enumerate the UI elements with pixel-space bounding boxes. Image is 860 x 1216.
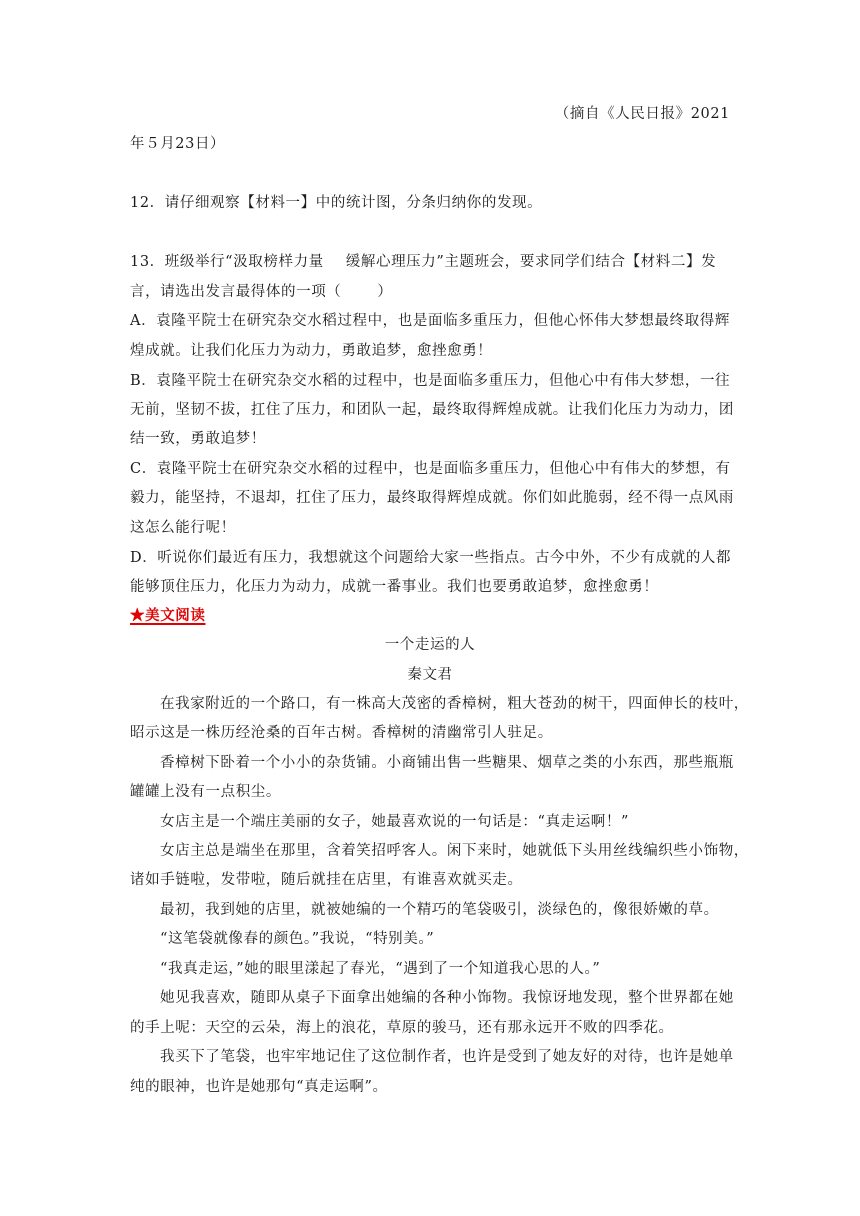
option-d-line-2: 能够顶住压力，化压力为动力，成就一番事业。我们也要勇敢追梦，愈挫愈勇！ [130, 579, 659, 595]
paragraph-9-line-2: 纯的眼神，也许是她那句“真走运啊”。 [130, 1079, 388, 1095]
question-13-close-paren: ） [377, 284, 393, 300]
option-c-line-2: 毅力，能坚持，不退却，扛住了压力，最终取得辉煌成就。你们如此脆弱，经不得一点风雨 [130, 490, 734, 506]
paragraph-6: “这笔袋就像春的颜色。”我说，“特别美。” [160, 931, 435, 947]
paragraph-1-line-1: 在我家附近的一个路口，有一株高大茂密的香樟树，粗大苍劲的树干，四面伸长的枝叶， [160, 696, 749, 712]
option-c-line-3: 这怎么能行呢！ [130, 520, 236, 536]
option-b-line-1: B．袁隆平院士在研究杂交水稻的过程中，也是面临多重压力，但他心中有伟大梦想，一往 [130, 373, 731, 389]
paragraph-7: “我真走运，”她的眼里漾起了春光，“遇到了一个知道我心思的人。” [160, 961, 601, 977]
paragraph-1-line-2: 昭示这是一株历经沧桑的百年古树。香樟树的清幽常引人驻足。 [130, 725, 553, 741]
paragraph-8-line-1: 她见我喜欢，随即从桌子下面拿出她编的各种小饰物。我惊讶地发现，整个世界都在她 [160, 990, 734, 1006]
question-13-text-a: 13．班级举行“汲取榜样力量 [130, 254, 324, 270]
source-citation-line-2: 年５月23日） [130, 136, 226, 152]
article-author: 秦文君 [407, 667, 453, 683]
paragraph-9-line-1: 我买下了笔袋，也牢牢地记住了这位制作者，也许是受到了她友好的对待，也许是她单 [160, 1049, 734, 1065]
question-12: 12．请仔细观察【材料一】中的统计图，分条归纳你的发现。 [130, 195, 543, 211]
section-heading-text: ★美文阅读 [130, 607, 206, 624]
paragraph-3: 女店主是一个端庄美丽的女子，她最喜欢说的一句话是：“真走运啊！” [160, 814, 630, 830]
question-13-line-1 [130, 251, 730, 273]
article-title: 一个走运的人 [384, 637, 476, 653]
option-a-line-1: A．袁隆平院士在研究杂交水稻过程中，也是面临多重压力，但他心怀伟大梦想最终取得辉 [130, 313, 730, 329]
option-a-line-2: 煌成就。让我们化压力为动力，勇敢追梦，愈挫愈勇！ [130, 343, 493, 359]
option-c-line-1: C．袁隆平院士在研究杂交水稻的过程中，也是面临多重压力，但他心中有伟大的梦想，有 [130, 461, 731, 477]
paragraph-2-line-2: 罐罐上没有一点积尘。 [130, 784, 281, 800]
question-13-text-b: 缓解心理压力”主题班会，要求同学们结合【材料二】发 [345, 254, 717, 270]
source-citation-line-1: （摘自《人民日报》2021 [554, 106, 730, 122]
paragraph-2-line-1: 香樟树下卧着一个小小的杂货铺。小商铺出售一些糖果、烟草之类的小东西，那些瓶瓶 [160, 755, 734, 771]
question-13-prompt: 言，请选出发言最得体的一项（ [130, 284, 342, 300]
paragraph-4-line-1: 女店主总是端坐在那里，含着笑招呼客人。闲下来时，她就低下头用丝线编织些小饰物， [160, 843, 749, 859]
paragraph-8-line-2: 的手上呢：天空的云朵，海上的浪花，草原的骏马，还有那永远开不败的四季花。 [130, 1020, 674, 1036]
question-13-line-2 [130, 281, 730, 303]
option-b-line-3: 结一致，勇敢追梦！ [130, 431, 266, 447]
paragraph-4-line-2: 诸如手链啦，发带啦，随后就挂在店里，有谁喜欢就买走。 [130, 872, 523, 888]
option-b-line-2: 无前，坚韧不拔，扛住了压力，和团队一起，最终取得辉煌成就。让我们化压力为动力，团 [130, 402, 734, 418]
option-d-line-1: D．听说你们最近有压力，我想就这个问题给大家一些指点。古今中外，不少有成就的人都 [130, 550, 732, 566]
section-heading [130, 605, 730, 627]
paragraph-5: 最初，我到她的店里，就被她编的一个精巧的笔袋吸引，淡绿色的，像很娇嫩的草。 [160, 902, 719, 918]
document-page [130, 0, 749, 1216]
